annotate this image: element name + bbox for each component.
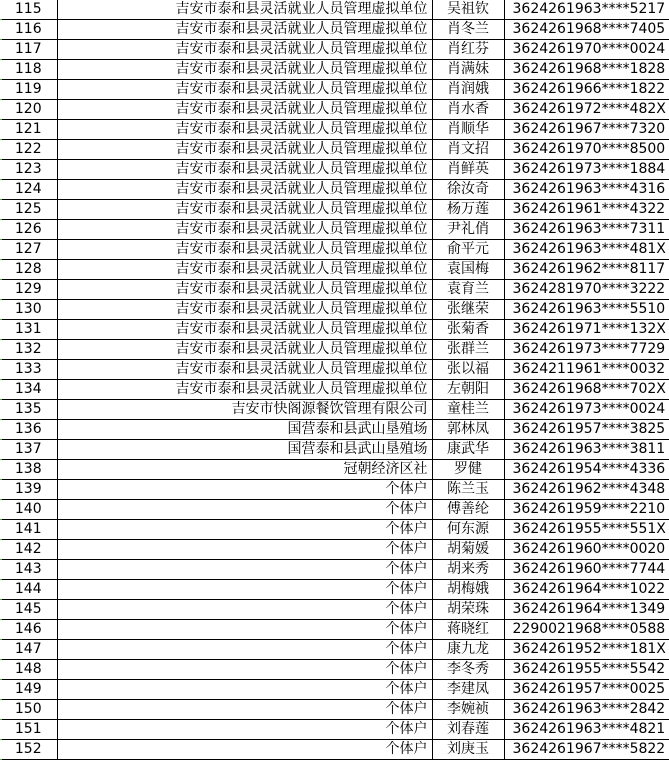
table-row bbox=[0, 360, 669, 380]
row-marker bbox=[0, 299, 2, 300]
cell-id-number: 3624261971****132X bbox=[504, 320, 669, 340]
cell-id-number: 3624261968****1828 bbox=[504, 60, 669, 80]
row-marker bbox=[0, 419, 2, 420]
cell-row-number: 115 bbox=[0, 0, 57, 20]
cell-employer: 个体户 bbox=[57, 700, 432, 720]
row-marker bbox=[0, 759, 2, 760]
cell-id-number: 3624261964****1022 bbox=[504, 580, 669, 600]
cell-row-number: 144 bbox=[0, 580, 57, 600]
cell-person-name: 胡来秀 bbox=[432, 560, 504, 580]
cell-employer: 个体户 bbox=[57, 580, 432, 600]
cell-id-number: 3624261960****0020 bbox=[504, 540, 669, 560]
table-row bbox=[0, 580, 669, 600]
cell-id-number: 3624261973****0024 bbox=[504, 400, 669, 420]
cell-employer: 个体户 bbox=[57, 540, 432, 560]
cell-employer: 吉安市泰和县灵活就业人员管理虚拟单位 bbox=[57, 60, 432, 80]
cell-id-number: 3624261963****2842 bbox=[504, 700, 669, 720]
cell-employer: 吉安市泰和县灵活就业人员管理虚拟单位 bbox=[57, 40, 432, 60]
table-row bbox=[0, 320, 669, 340]
cell-id-number: 3624261973****1884 bbox=[504, 160, 669, 180]
cell-person-name: 张菊香 bbox=[432, 320, 504, 340]
cell-id-number: 3624261967****5822 bbox=[504, 740, 669, 760]
cell-id-number: 3624261970****0024 bbox=[504, 40, 669, 60]
cell-employer: 吉安市泰和县灵活就业人员管理虚拟单位 bbox=[57, 160, 432, 180]
table-row bbox=[0, 620, 669, 640]
table-row bbox=[0, 680, 669, 700]
table-row bbox=[0, 300, 669, 320]
cell-person-name: 袁国梅 bbox=[432, 260, 504, 280]
cell-id-number: 3624261960****7744 bbox=[504, 560, 669, 580]
cell-id-number: 3624261955****551X bbox=[504, 520, 669, 540]
row-marker bbox=[0, 599, 2, 600]
table-row bbox=[0, 60, 669, 80]
cell-person-name: 胡荣珠 bbox=[432, 600, 504, 620]
cell-person-name: 吴祖钦 bbox=[432, 0, 504, 20]
row-marker bbox=[0, 59, 2, 60]
row-marker bbox=[0, 139, 2, 140]
cell-person-name: 康武华 bbox=[432, 440, 504, 460]
cell-person-name: 罗健 bbox=[432, 460, 504, 480]
row-marker bbox=[0, 399, 2, 400]
cell-person-name: 袁育兰 bbox=[432, 280, 504, 300]
cell-row-number: 123 bbox=[0, 160, 57, 180]
cell-employer: 吉安市泰和县灵活就业人员管理虚拟单位 bbox=[57, 200, 432, 220]
cell-employer: 吉安市泰和县灵活就业人员管理虚拟单位 bbox=[57, 140, 432, 160]
cell-row-number: 141 bbox=[0, 520, 57, 540]
cell-employer: 吉安市泰和县灵活就业人员管理虚拟单位 bbox=[57, 260, 432, 280]
cell-employer: 个体户 bbox=[57, 520, 432, 540]
table-row bbox=[0, 560, 669, 580]
cell-row-number: 136 bbox=[0, 420, 57, 440]
row-marker bbox=[0, 199, 2, 200]
row-marker bbox=[0, 79, 2, 80]
cell-employer: 冠朝经济区社 bbox=[57, 460, 432, 480]
cell-employer: 个体户 bbox=[57, 680, 432, 700]
cell-employer: 吉安市泰和县灵活就业人员管理虚拟单位 bbox=[57, 300, 432, 320]
row-marker bbox=[0, 539, 2, 540]
cell-employer: 个体户 bbox=[57, 620, 432, 640]
cell-row-number: 138 bbox=[0, 460, 57, 480]
table-row bbox=[0, 80, 669, 100]
row-marker bbox=[0, 519, 2, 520]
row-marker bbox=[0, 379, 2, 380]
cell-employer: 吉安市泰和县灵活就业人员管理虚拟单位 bbox=[57, 380, 432, 400]
cell-id-number: 3624261963****481X bbox=[504, 240, 669, 260]
cell-row-number: 148 bbox=[0, 660, 57, 680]
cell-id-number: 3624261963****4821 bbox=[504, 720, 669, 740]
cell-row-number: 122 bbox=[0, 140, 57, 160]
cell-employer: 吉安市泰和县灵活就业人员管理虚拟单位 bbox=[57, 340, 432, 360]
cell-person-name: 张继荣 bbox=[432, 300, 504, 320]
row-marker bbox=[0, 99, 2, 100]
cell-employer: 吉安市泰和县灵活就业人员管理虚拟单位 bbox=[57, 240, 432, 260]
cell-id-number: 3624261955****5542 bbox=[504, 660, 669, 680]
cell-person-name: 郭林凤 bbox=[432, 420, 504, 440]
cell-id-number: 3624261957****0025 bbox=[504, 680, 669, 700]
cell-person-name: 何东源 bbox=[432, 520, 504, 540]
cell-id-number: 3624261963****3811 bbox=[504, 440, 669, 460]
table-row bbox=[0, 480, 669, 500]
table-row bbox=[0, 640, 669, 660]
row-marker bbox=[0, 659, 2, 660]
cell-person-name: 肖满妹 bbox=[432, 60, 504, 80]
row-marker bbox=[0, 39, 2, 40]
cell-id-number: 3624261963****7311 bbox=[504, 220, 669, 240]
cell-row-number: 129 bbox=[0, 280, 57, 300]
table-row bbox=[0, 20, 669, 40]
cell-id-number: 3624261962****4348 bbox=[504, 480, 669, 500]
row-marker bbox=[0, 679, 2, 680]
row-marker bbox=[0, 699, 2, 700]
cell-row-number: 145 bbox=[0, 600, 57, 620]
row-marker bbox=[0, 219, 2, 220]
cell-row-number: 134 bbox=[0, 380, 57, 400]
cell-id-number: 3624261963****4316 bbox=[504, 180, 669, 200]
table-row bbox=[0, 200, 669, 220]
row-marker bbox=[0, 279, 2, 280]
cell-row-number: 131 bbox=[0, 320, 57, 340]
cell-employer: 吉安市泰和县灵活就业人员管理虚拟单位 bbox=[57, 220, 432, 240]
cell-id-number: 3624261952****181X bbox=[504, 640, 669, 660]
row-marker bbox=[0, 639, 2, 640]
cell-person-name: 肖顺华 bbox=[432, 120, 504, 140]
cell-employer: 吉安市泰和县灵活就业人员管理虚拟单位 bbox=[57, 0, 432, 20]
table-row bbox=[0, 460, 669, 480]
cell-employer: 吉安市泰和县灵活就业人员管理虚拟单位 bbox=[57, 360, 432, 380]
cell-person-name: 肖水香 bbox=[432, 100, 504, 120]
cell-row-number: 146 bbox=[0, 620, 57, 640]
cell-id-number: 3624261968****702X bbox=[504, 380, 669, 400]
cell-person-name: 康九龙 bbox=[432, 640, 504, 660]
table-row bbox=[0, 500, 669, 520]
cell-person-name: 傅善纶 bbox=[432, 500, 504, 520]
cell-id-number: 3624261963****5510 bbox=[504, 300, 669, 320]
cell-employer: 个体户 bbox=[57, 480, 432, 500]
table-row bbox=[0, 220, 669, 240]
cell-employer: 吉安市泰和县灵活就业人员管理虚拟单位 bbox=[57, 280, 432, 300]
row-marker bbox=[0, 359, 2, 360]
cell-row-number: 126 bbox=[0, 220, 57, 240]
table-row bbox=[0, 160, 669, 180]
cell-row-number: 147 bbox=[0, 640, 57, 660]
cell-row-number: 139 bbox=[0, 480, 57, 500]
cell-employer: 个体户 bbox=[57, 660, 432, 680]
row-marker bbox=[0, 579, 2, 580]
cell-row-number: 151 bbox=[0, 720, 57, 740]
row-marker bbox=[0, 159, 2, 160]
row-marker bbox=[0, 459, 2, 460]
row-marker bbox=[0, 499, 2, 500]
cell-id-number: 3624261957****3825 bbox=[504, 420, 669, 440]
cell-id-number: 3624261963****5217 bbox=[504, 0, 669, 20]
cell-row-number: 120 bbox=[0, 100, 57, 120]
cell-row-number: 119 bbox=[0, 80, 57, 100]
cell-person-name: 肖文招 bbox=[432, 140, 504, 160]
table-row bbox=[0, 340, 669, 360]
cell-id-number: 3624261959****2210 bbox=[504, 500, 669, 520]
table-row bbox=[0, 180, 669, 200]
cell-employer: 个体户 bbox=[57, 640, 432, 660]
table-row bbox=[0, 540, 669, 560]
table-row bbox=[0, 140, 669, 160]
cell-row-number: 143 bbox=[0, 560, 57, 580]
row-marker bbox=[0, 319, 2, 320]
cell-person-name: 李婉祯 bbox=[432, 700, 504, 720]
cell-row-number: 137 bbox=[0, 440, 57, 460]
row-marker bbox=[0, 19, 2, 20]
table-row bbox=[0, 100, 669, 120]
cell-row-number: 133 bbox=[0, 360, 57, 380]
cell-person-name: 张群兰 bbox=[432, 340, 504, 360]
cell-id-number: 3624261964****1349 bbox=[504, 600, 669, 620]
cell-person-name: 李建凤 bbox=[432, 680, 504, 700]
cell-id-number: 3624261966****1822 bbox=[504, 80, 669, 100]
cell-id-number: 3624261967****7320 bbox=[504, 120, 669, 140]
cell-row-number: 149 bbox=[0, 680, 57, 700]
cell-id-number: 3624261973****7729 bbox=[504, 340, 669, 360]
cell-row-number: 127 bbox=[0, 240, 57, 260]
table-row bbox=[0, 420, 669, 440]
cell-row-number: 116 bbox=[0, 20, 57, 40]
row-marker bbox=[0, 339, 2, 340]
cell-employer: 个体户 bbox=[57, 720, 432, 740]
cell-person-name: 胡梅娥 bbox=[432, 580, 504, 600]
table-row bbox=[0, 700, 669, 720]
cell-id-number: 3624261968****7405 bbox=[504, 20, 669, 40]
table-row bbox=[0, 400, 669, 420]
table-row bbox=[0, 660, 669, 680]
cell-person-name: 肖鲜英 bbox=[432, 160, 504, 180]
cell-employer: 吉安市快阁源餐饮管理有限公司 bbox=[57, 400, 432, 420]
cell-row-number: 128 bbox=[0, 260, 57, 280]
cell-employer: 吉安市泰和县灵活就业人员管理虚拟单位 bbox=[57, 120, 432, 140]
cell-id-number: 3624281970****3222 bbox=[504, 280, 669, 300]
row-marker bbox=[0, 559, 2, 560]
cell-row-number: 132 bbox=[0, 340, 57, 360]
cell-employer: 吉安市泰和县灵活就业人员管理虚拟单位 bbox=[57, 80, 432, 100]
cell-id-number: 3624211961****0032 bbox=[504, 360, 669, 380]
cell-id-number: 3624261961****4322 bbox=[504, 200, 669, 220]
table-row bbox=[0, 520, 669, 540]
row-marker bbox=[0, 259, 2, 260]
table-row bbox=[0, 240, 669, 260]
cell-employer: 吉安市泰和县灵活就业人员管理虚拟单位 bbox=[57, 100, 432, 120]
cell-person-name: 童桂兰 bbox=[432, 400, 504, 420]
cell-person-name: 肖冬兰 bbox=[432, 20, 504, 40]
cell-employer: 吉安市泰和县灵活就业人员管理虚拟单位 bbox=[57, 180, 432, 200]
table-row bbox=[0, 260, 669, 280]
cell-id-number: 3624261970****8500 bbox=[504, 140, 669, 160]
cell-employer: 个体户 bbox=[57, 600, 432, 620]
cell-employer: 国营泰和县武山垦殖场 bbox=[57, 440, 432, 460]
cell-row-number: 150 bbox=[0, 700, 57, 720]
cell-person-name: 肖红芬 bbox=[432, 40, 504, 60]
cell-row-number: 117 bbox=[0, 40, 57, 60]
row-marker bbox=[0, 439, 2, 440]
cell-row-number: 124 bbox=[0, 180, 57, 200]
cell-row-number: 118 bbox=[0, 60, 57, 80]
table-row bbox=[0, 0, 669, 20]
cell-id-number: 3624261954****4336 bbox=[504, 460, 669, 480]
cell-employer: 吉安市泰和县灵活就业人员管理虚拟单位 bbox=[57, 320, 432, 340]
row-marker bbox=[0, 119, 2, 120]
table-row bbox=[0, 720, 669, 740]
row-marker bbox=[0, 179, 2, 180]
table-row bbox=[0, 600, 669, 620]
cell-id-number: 3624261972****482X bbox=[504, 100, 669, 120]
cell-row-number: 140 bbox=[0, 500, 57, 520]
cell-person-name: 俞平元 bbox=[432, 240, 504, 260]
cell-row-number: 130 bbox=[0, 300, 57, 320]
cell-row-number: 121 bbox=[0, 120, 57, 140]
cell-id-number: 2290021968****0588 bbox=[504, 620, 669, 640]
cell-row-number: 152 bbox=[0, 740, 57, 760]
cell-person-name: 肖润娥 bbox=[432, 80, 504, 100]
cell-person-name: 徐汝奇 bbox=[432, 180, 504, 200]
row-marker bbox=[0, 619, 2, 620]
table-row bbox=[0, 380, 669, 400]
cell-person-name: 刘春莲 bbox=[432, 720, 504, 740]
cell-employer: 个体户 bbox=[57, 740, 432, 760]
row-marker bbox=[0, 739, 2, 740]
cell-person-name: 刘庚玉 bbox=[432, 740, 504, 760]
cell-row-number: 135 bbox=[0, 400, 57, 420]
cell-employer: 个体户 bbox=[57, 500, 432, 520]
cell-id-number: 3624261962****8117 bbox=[504, 260, 669, 280]
table-row bbox=[0, 280, 669, 300]
cell-person-name: 左朝阳 bbox=[432, 380, 504, 400]
table-row bbox=[0, 740, 669, 760]
cell-person-name: 李冬秀 bbox=[432, 660, 504, 680]
table-row bbox=[0, 120, 669, 140]
cell-person-name: 胡菊媛 bbox=[432, 540, 504, 560]
cell-employer: 个体户 bbox=[57, 560, 432, 580]
row-marker bbox=[0, 719, 2, 720]
row-marker bbox=[0, 479, 2, 480]
cell-employer: 吉安市泰和县灵活就业人员管理虚拟单位 bbox=[57, 20, 432, 40]
cell-person-name: 尹礼俏 bbox=[432, 220, 504, 240]
table-row bbox=[0, 440, 669, 460]
table-row bbox=[0, 40, 669, 60]
cell-row-number: 142 bbox=[0, 540, 57, 560]
cell-person-name: 杨万莲 bbox=[432, 200, 504, 220]
cell-person-name: 陈兰玉 bbox=[432, 480, 504, 500]
cell-person-name: 张以福 bbox=[432, 360, 504, 380]
cell-employer: 国营泰和县武山垦殖场 bbox=[57, 420, 432, 440]
row-marker bbox=[0, 239, 2, 240]
cell-row-number: 125 bbox=[0, 200, 57, 220]
cell-person-name: 蒋晓红 bbox=[432, 620, 504, 640]
